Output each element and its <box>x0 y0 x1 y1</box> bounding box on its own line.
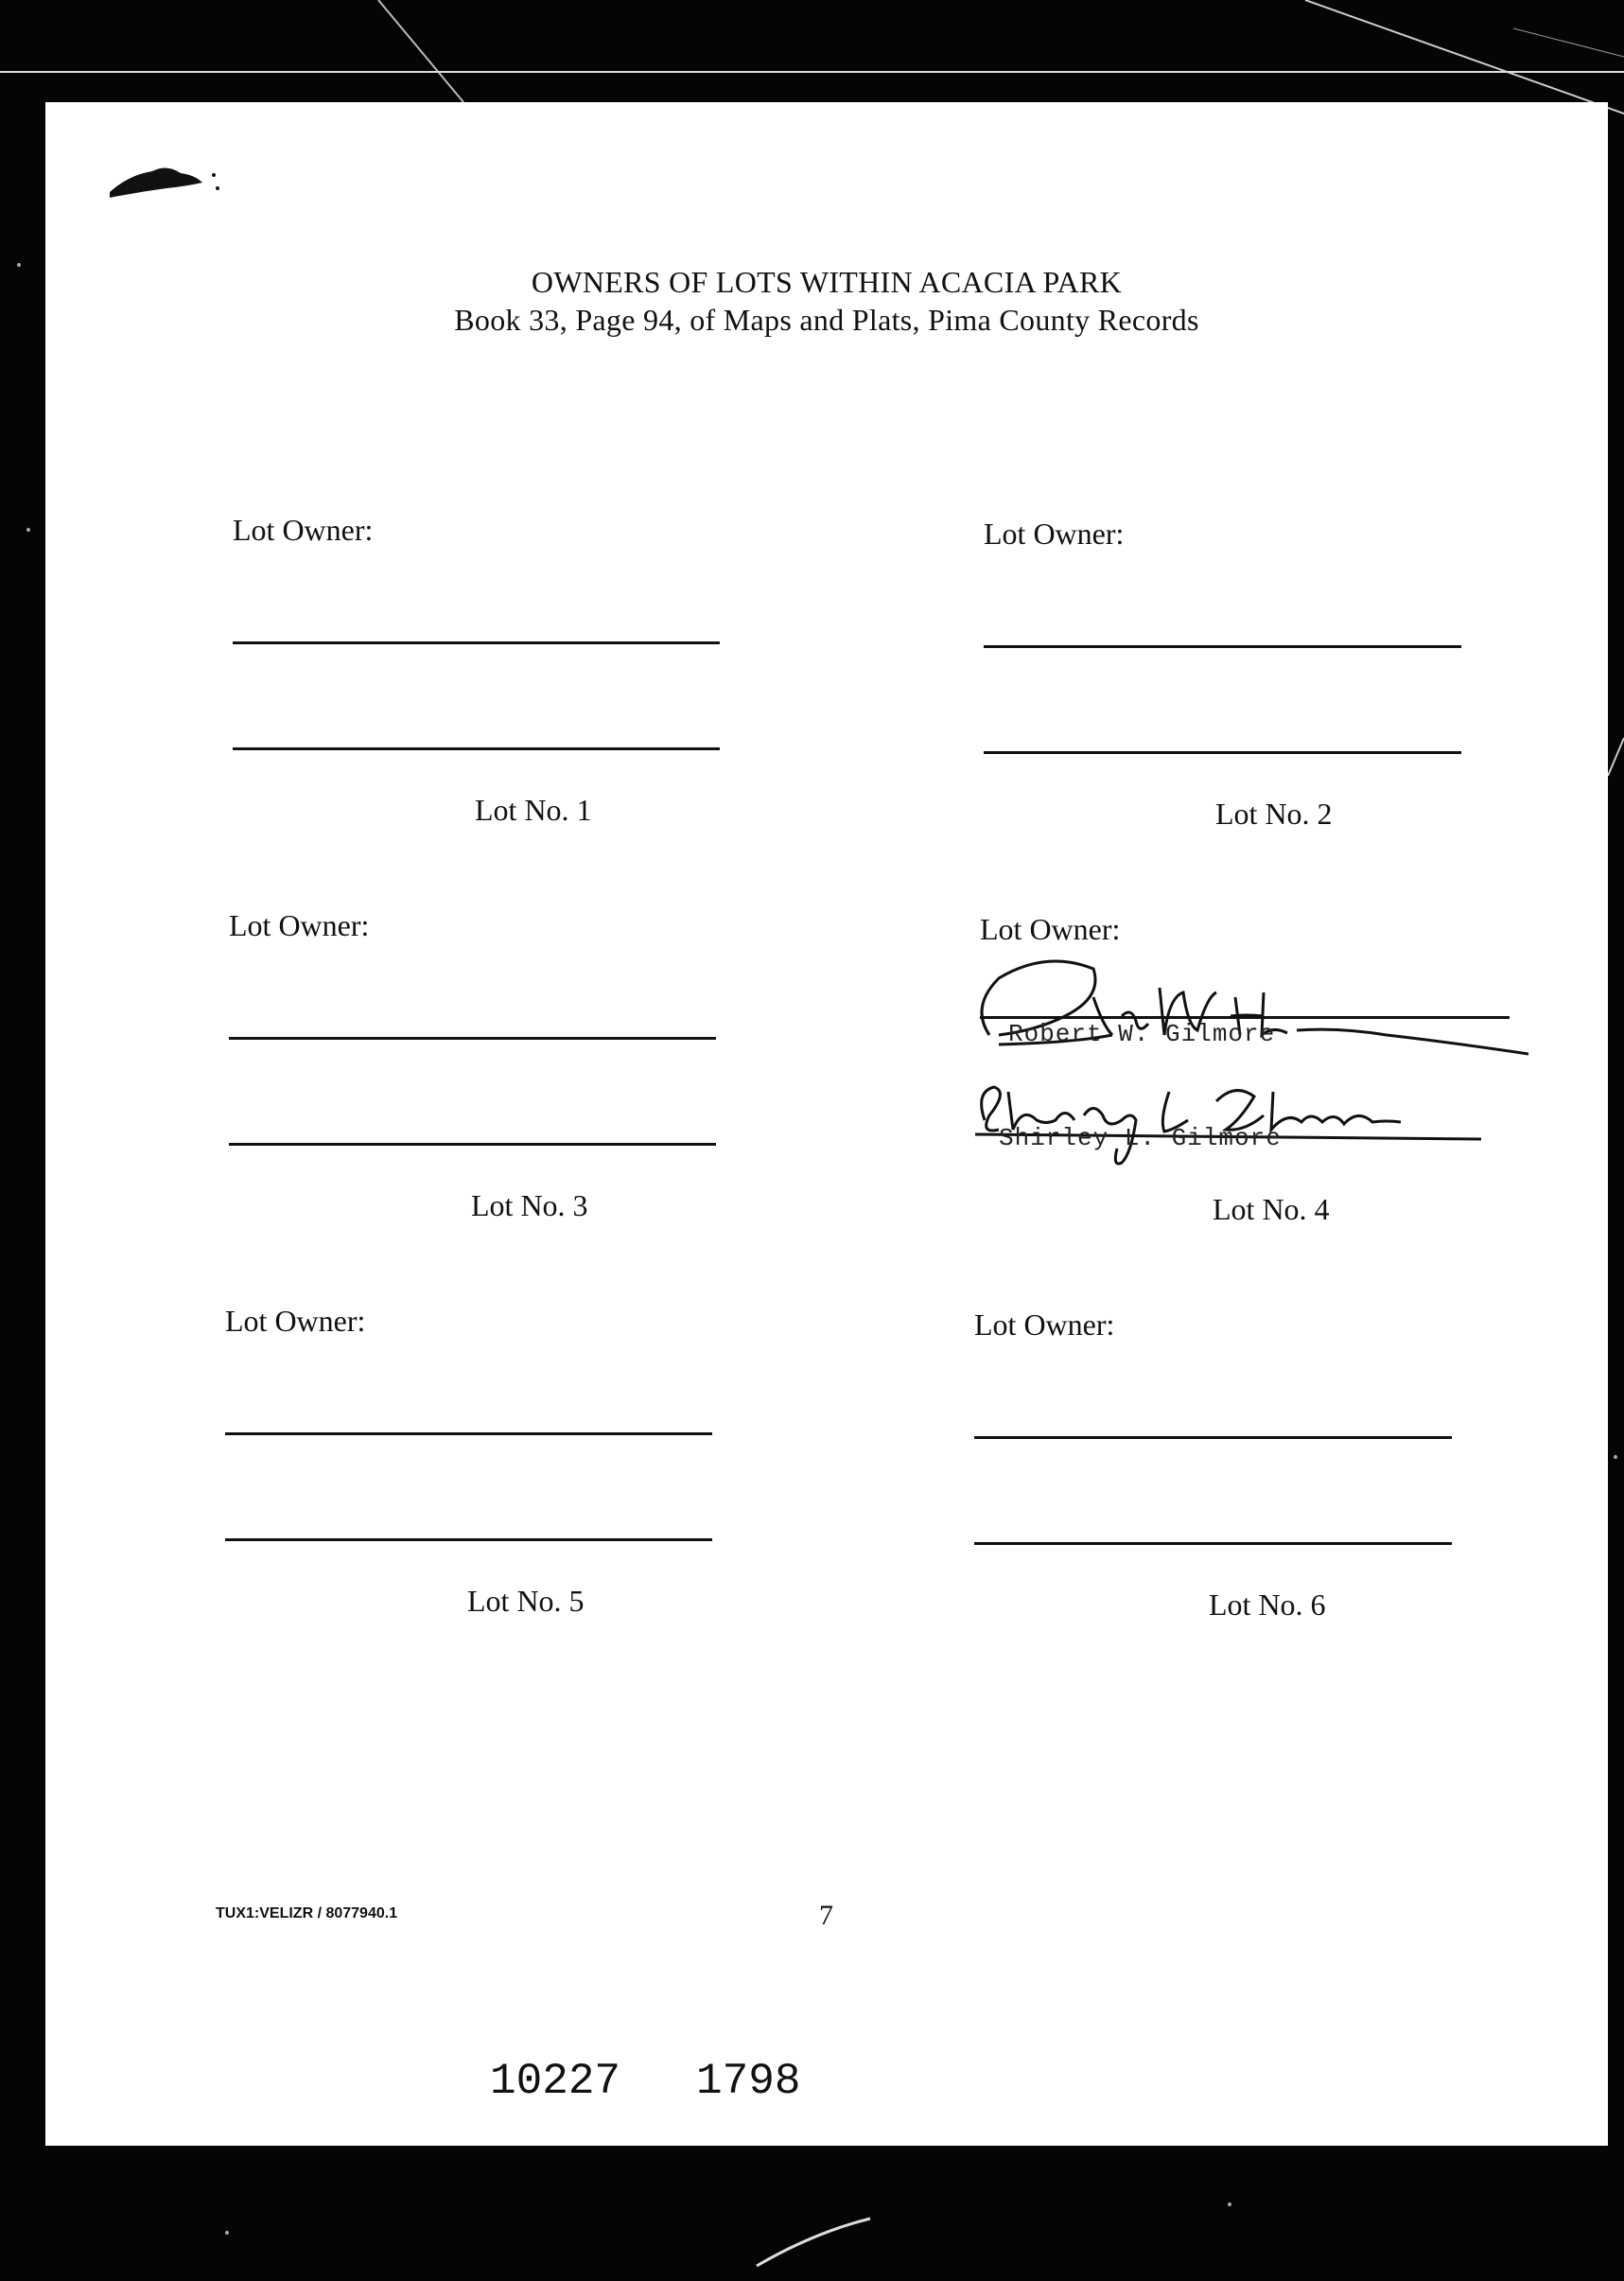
signature-line <box>225 1538 712 1541</box>
typed-signer-name: Shirley L. Gilmore <box>999 1124 1282 1152</box>
signature-line <box>974 1542 1452 1545</box>
lot-number: Lot No. 3 <box>471 1188 588 1222</box>
signature-line <box>233 747 720 750</box>
lot-owner-label: Lot Owner: <box>233 513 374 547</box>
lot-5-block <box>225 1304 717 1625</box>
lot-owner-label: Lot Owner: <box>980 912 1121 946</box>
lot-owner-label: Lot Owner: <box>225 1304 366 1338</box>
handwritten-signature <box>961 940 1528 1073</box>
lot-number: Lot No. 4 <box>1213 1192 1330 1226</box>
signature-line <box>974 1436 1452 1439</box>
signature-line <box>984 751 1461 754</box>
lot-2-block <box>984 517 1476 838</box>
lot-number: Lot No. 1 <box>475 793 592 827</box>
typed-signer-name: Robert W. Gilmore <box>1008 1020 1276 1048</box>
recording-stamp: 1798 <box>696 2057 801 2106</box>
page-number: 7 <box>819 1900 833 1931</box>
signature-line <box>233 641 720 644</box>
signature-line <box>229 1143 716 1146</box>
lot-number: Lot No. 6 <box>1209 1588 1326 1622</box>
lot-owner-label: Lot Owner: <box>984 517 1125 551</box>
lot-6-block <box>974 1307 1466 1629</box>
document-code: TUX1:VELIZR / 8077940.1 <box>216 1905 398 1921</box>
signature-line <box>229 1037 716 1040</box>
lot-1-block <box>233 513 725 834</box>
document-page <box>45 102 1608 2146</box>
signature-line <box>225 1432 712 1435</box>
lot-number: Lot No. 5 <box>467 1584 585 1618</box>
lot-owner-label: Lot Owner: <box>229 908 370 942</box>
recording-stamp: 10227 <box>490 2057 621 2106</box>
lot-number: Lot No. 2 <box>1215 797 1333 831</box>
lot-4-block <box>980 912 1547 1234</box>
document-title: OWNERS OF LOTS WITHIN ACACIA PARK <box>531 265 1123 299</box>
signature-line <box>984 645 1461 648</box>
ink-blot-mark <box>100 154 223 211</box>
signature-line <box>980 1016 1510 1019</box>
lot-3-block <box>229 908 721 1230</box>
lot-owner-label: Lot Owner: <box>974 1307 1115 1342</box>
document-subtitle: Book 33, Page 94, of Maps and Plats, Pima County Records <box>454 303 1199 337</box>
